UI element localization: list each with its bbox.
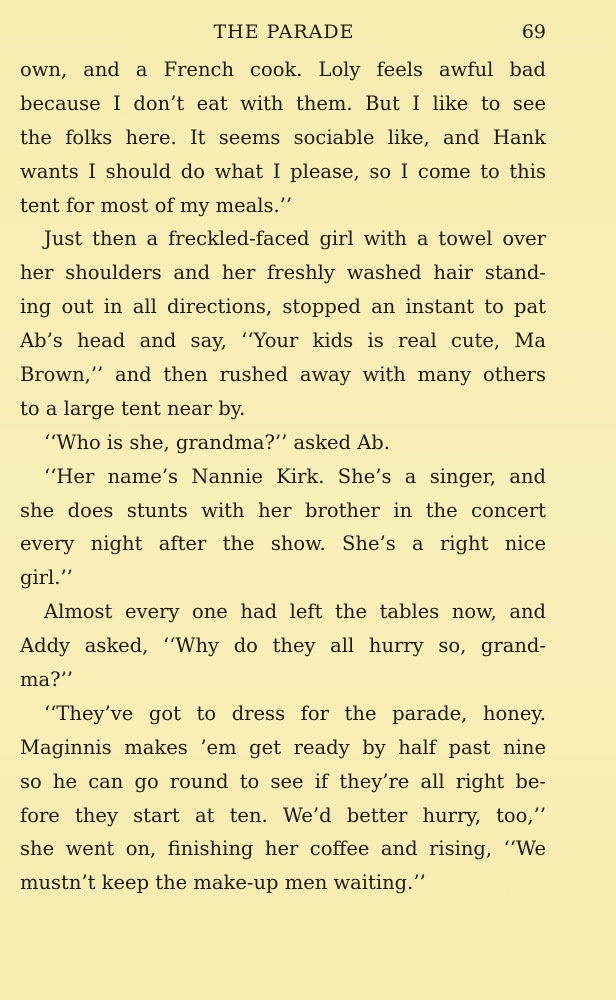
text-line: Almost every one had left the tables now, and (44, 600, 546, 624)
body-text (20, 53, 546, 900)
text-line: wants I should do what I please, so I come to this (20, 159, 546, 183)
text-line: ing out in all directions, stopped an instant to pat (20, 295, 546, 319)
text-line: to a large tent near by. (20, 396, 246, 420)
text-line: mustn’t keep the make-up men waiting.’’ (20, 871, 426, 895)
page-header (20, 18, 548, 46)
text-line: she went on, finishing her coffee and rising, ‘‘We (20, 837, 546, 861)
text-line: fore they start at ten. We’d better hurry, too,’’ (20, 803, 546, 827)
text-line: ma?’’ (20, 668, 73, 692)
text-line: Ab’s head and say, ‘‘Your kids is real cute, Ma (20, 329, 546, 353)
text-line: girl.’’ (20, 566, 73, 590)
text-line: she does stunts with her brother in the concert (20, 498, 546, 522)
text-line: ‘‘Who is she, grandma?’’ asked Ab. (44, 430, 390, 454)
text-line: Addy asked, ‘‘Why do they all hurry so, grand- (20, 634, 546, 658)
text-line: because I don’t eat with them. But I like to see (20, 91, 546, 115)
text-line: ‘‘Her name’s Nannie Kirk. She’s a singer, and (44, 464, 546, 488)
page-number: 69 (521, 21, 546, 43)
text-line: ‘‘They’ve got to dress for the parade, honey. (44, 701, 546, 725)
text-line: so he can go round to see if they’re all right be- (20, 769, 546, 793)
text-line: tent for most of my meals.’’ (20, 193, 293, 217)
text-line: Just then a freckled-faced girl with a towel over (44, 227, 546, 251)
text-line: Brown,’’ and then rushed away with many others (20, 363, 546, 387)
text-line: the folks here. It seems sociable like, and Hank (20, 125, 546, 149)
text-line: Maginnis makes ’em get ready by half past nine (20, 735, 546, 759)
text-line: own, and a French cook. Loly feels awful bad (20, 58, 546, 81)
text-line: her shoulders and her freshly washed hair stand- (20, 261, 546, 285)
text-line: every night after the show. She’s a right nice (20, 532, 546, 556)
running-head: THE PARADE (213, 21, 355, 43)
